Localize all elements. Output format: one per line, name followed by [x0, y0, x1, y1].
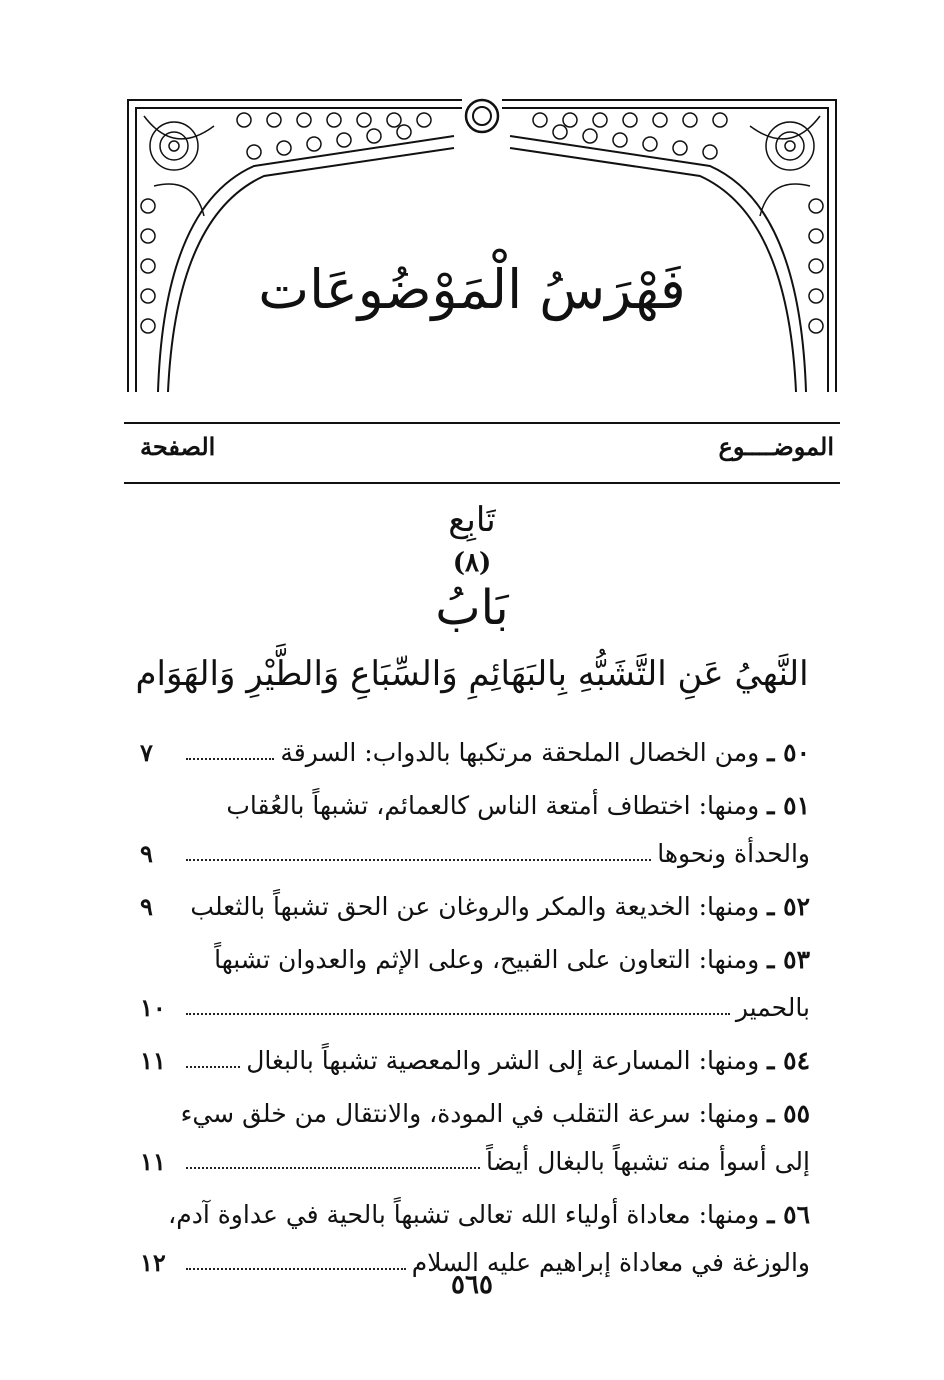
leader-dots [186, 1153, 480, 1169]
entry-text: إلى أسوأ منه تشبهاً بالبغال أيضاً [486, 1146, 810, 1176]
chapter-title: النَّهيُ عَنِ التَّشَبُّهِ بِالبَهَائِمِ وَالسِّبَاعِ وَالطَّيْرِ وَالهَوَام [135, 654, 809, 694]
entry-text: ومنها: سرعة التقلب في المودة، والانتقال من خلق سيء [180, 1098, 760, 1128]
page-number: ٥٦٥ [451, 1270, 493, 1300]
ornamental-frame [124, 96, 840, 396]
entry-text: ومن الخصال الملحقة مرتكبها بالدواب: السرقة [280, 737, 760, 767]
toc-entry [140, 882, 810, 930]
leader-dots [186, 744, 274, 760]
entry-text: والوزغة في معاداة إبراهيم عليه السلام [411, 1247, 810, 1277]
entry-text: بالحمير [735, 992, 810, 1022]
entry-text: ومنها: الخديعة والمكر والروغان عن الحق تشبهاً بالثعلب [190, 891, 760, 921]
entry-page: ١٢ [140, 1247, 166, 1277]
entry-number: ٥٥ ـ [767, 1098, 810, 1128]
toc-entry [140, 1036, 810, 1084]
entry-text: ومنها: التعاون على القبيح، وعلى الإثم والعدوان تشبهاً [214, 944, 760, 974]
toc-entry [140, 781, 810, 829]
toc-entries [140, 728, 810, 1286]
entry-page: ١٠ [140, 992, 166, 1022]
entry-text: ومنها: معاداة أولياء الله تعالى تشبهاً بالحية في عداوة آدم، [168, 1199, 760, 1229]
entry-page: ٩ [140, 838, 153, 868]
header-rule-top [124, 422, 840, 424]
toc-entry-continuation [140, 983, 810, 1031]
entry-number: ٥١ ـ [767, 790, 810, 820]
toc-entry [140, 1089, 810, 1137]
entry-number: ٥٤ ـ [767, 1045, 810, 1075]
entry-page: ١١ [140, 1045, 166, 1075]
toc-entry [140, 935, 810, 983]
page-title: فَهْرَسُ الْمَوْضُوعَات [258, 258, 686, 321]
header-rule-bottom [124, 482, 840, 484]
entry-number: ٥٠ ـ [767, 737, 810, 767]
entry-page: ٩ [140, 891, 153, 921]
toc-entry [140, 1190, 810, 1238]
leader-dots [186, 1254, 406, 1270]
entry-text: والحدأة ونحوها [657, 838, 810, 868]
chapter-bab: بَابُ [435, 580, 509, 636]
entry-text: ومنها: اختطاف أمتعة الناس كالعمائم، تشبهاً بالعُقاب [226, 790, 760, 820]
leader-dots [186, 845, 651, 861]
toc-entry-continuation [140, 1137, 810, 1185]
chapter-number: (٨) [452, 548, 492, 578]
toc-entry-continuation [140, 829, 810, 877]
column-page-label: الصفحة [140, 432, 216, 461]
column-topic-label: الموضــــوع [718, 432, 834, 461]
entry-page: ٧ [140, 737, 153, 767]
entry-number: ٥٦ ـ [767, 1199, 810, 1229]
leader-dots [186, 1052, 240, 1068]
toc-entry [140, 728, 810, 776]
entry-number: ٥٣ ـ [767, 944, 810, 974]
entry-text: ومنها: المسارعة إلى الشر والمعصية تشبهاً بالبغال [246, 1045, 760, 1075]
entry-page: ١١ [140, 1146, 166, 1176]
entry-number: ٥٢ ـ [767, 891, 810, 921]
continued-label: تَابِع [448, 500, 496, 540]
leader-dots [186, 999, 730, 1015]
